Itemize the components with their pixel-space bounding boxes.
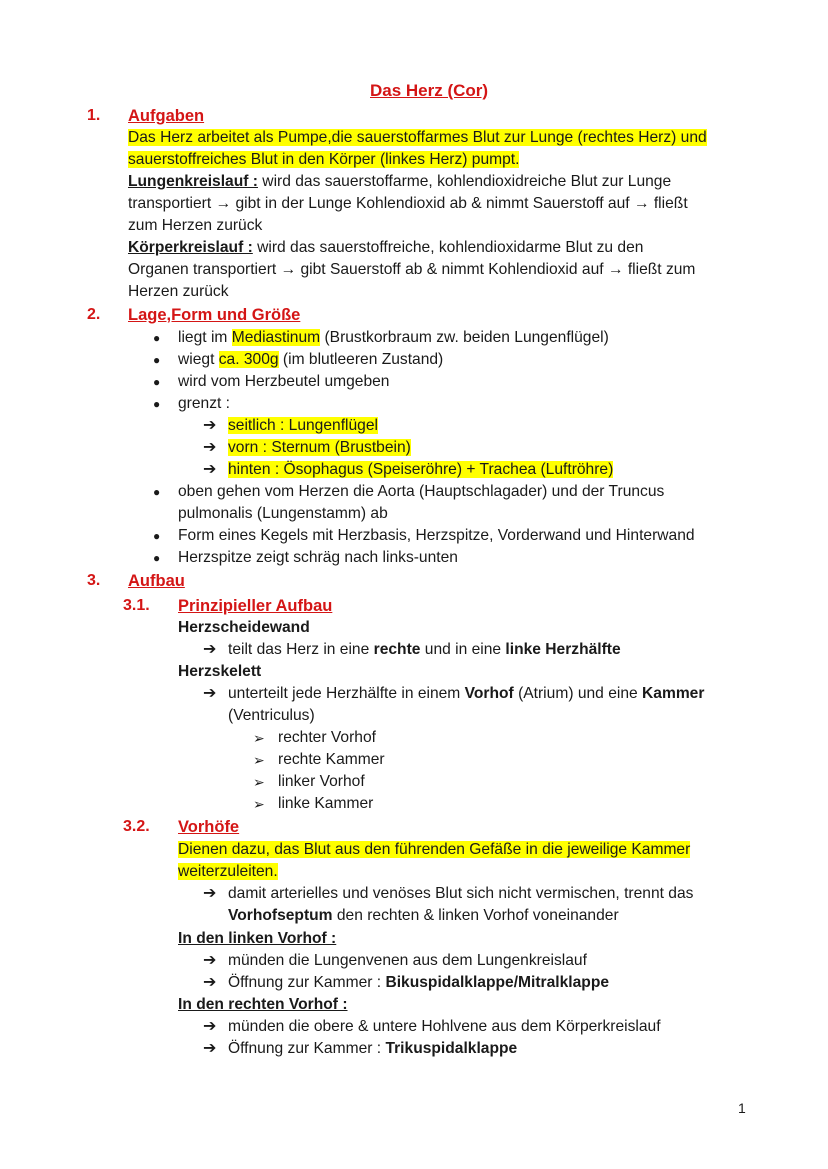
list-item: münden die obere & untere Hohlvene aus dem Körperkreislauf (228, 1018, 661, 1035)
page-number: 1 (738, 1100, 746, 1116)
list-item-continuation: pulmonalis (Lungenstamm) ab (178, 505, 388, 522)
list-item: wiegt ca. 300g (im blutleeren Zustand) (178, 351, 444, 368)
section-1-number: 1. (87, 107, 101, 124)
lungenkreislauf-line-3: zum Herzen zurück (128, 217, 263, 234)
section-2-number: 2. (87, 306, 101, 323)
list-item: münden die Lungenvenen aus dem Lungenkreislauf (228, 952, 587, 969)
section-3-number: 3. (87, 572, 101, 589)
list-subitem: linke Kammer (278, 795, 374, 812)
koerperkreislauf-line-3: Herzen zurück (128, 283, 229, 300)
vorhoefe-intro-line-2: weiterzuleiten. (178, 863, 278, 880)
rechter-vorhof-label: In den rechten Vorhof : (178, 996, 348, 1013)
list-item-continuation: Vorhofseptum den rechten & linken Vorhof voneinander (228, 907, 619, 924)
bullet-icon: ● (153, 529, 161, 543)
arrow-icon: ➔ (203, 974, 217, 991)
arrow-icon: ➔ (203, 641, 217, 658)
bullet-icon: ● (153, 375, 161, 389)
arrow-icon: ➔ (203, 885, 217, 902)
lungenkreislauf-label: Lungenkreislauf : (128, 173, 258, 190)
list-item: Herzspitze zeigt schräg nach links-unten (178, 549, 458, 566)
list-subitem: rechter Vorhof (278, 729, 376, 746)
bullet-icon: ● (153, 485, 161, 499)
list-subitem: rechte Kammer (278, 751, 385, 768)
section-1-intro-line-1: Das Herz arbeitet als Pumpe,die sauerstoffarmes Blut zur Lunge (rechtes Herz) und (128, 129, 707, 146)
subsection-3-2-number: 3.2. (123, 818, 150, 835)
list-item: unterteilt jede Herzhälfte in einem Vorhof (Atrium) und eine Kammer (228, 685, 705, 702)
section-1-heading: Aufgaben (128, 107, 205, 125)
triangle-bullet-icon: ➢ (253, 796, 265, 812)
list-item: liegt im Mediastinum (Brustkorbraum zw. beiden Lungenflügel) (178, 329, 609, 346)
list-subitem: hinten : Ösophagus (Speiseröhre) + Trachea (Luftröhre) (228, 461, 614, 478)
arrow-icon: ➔ (203, 461, 217, 478)
triangle-bullet-icon: ➢ (253, 730, 265, 746)
list-item: Form eines Kegels mit Herzbasis, Herzspitze, Vorderwand und Hinterwand (178, 527, 695, 544)
list-item: damit arterielles und venöses Blut sich nicht vermischen, trennt das (228, 885, 694, 902)
lungenkreislauf-line-1: Lungenkreislauf : wird das sauerstoffarme, kohlendioxidreiche Blut zur Lunge (128, 173, 672, 190)
list-item: wird vom Herzbeutel umgeben (178, 373, 390, 390)
bullet-icon: ● (153, 397, 161, 411)
herzscheidewand-label: Herzscheidewand (178, 619, 310, 636)
arrow-icon: ➔ (203, 685, 217, 702)
section-1-intro-line-2: sauerstoffreiches Blut in den Körper (linkes Herz) pumpt. (128, 151, 520, 168)
list-item: oben gehen vom Herzen die Aorta (Hauptschlagader) und der Truncus (178, 483, 665, 500)
list-item: grenzt : (178, 395, 231, 412)
list-subitem: vorn : Sternum (Brustbein) (228, 439, 411, 456)
triangle-bullet-icon: ➢ (253, 752, 265, 768)
bullet-icon: ● (153, 551, 161, 565)
koerperkreislauf-label: Körperkreislauf : (128, 239, 253, 256)
page-title: Das Herz (Cor) (370, 81, 489, 100)
koerperkreislauf-line-2: Organen transportiert → gibt Sauerstoff ab & nimmt Kohlendioxid auf → fließt zum (128, 261, 696, 278)
list-item-continuation: (Ventriculus) (228, 707, 315, 724)
subsection-3-2-heading: Vorhöfe (178, 818, 240, 836)
arrow-icon: ➔ (203, 439, 217, 456)
bullet-icon: ● (153, 353, 161, 367)
triangle-bullet-icon: ➢ (253, 774, 265, 790)
subsection-3-1-heading: Prinzipieller Aufbau (178, 597, 333, 615)
linker-vorhof-label: In den linken Vorhof : (178, 930, 337, 947)
koerperkreislauf-line-1: Körperkreislauf : wird das sauerstoffreiche, kohlendioxidarme Blut zu den (128, 239, 644, 256)
section-3-heading: Aufbau (128, 572, 185, 590)
list-item: teilt das Herz in eine rechte und in eine linke Herzhälfte (228, 641, 621, 658)
section-2-heading: Lage,Form und Größe (128, 306, 301, 324)
arrow-icon: ➔ (203, 1018, 217, 1035)
lungenkreislauf-line-2: transportiert → gibt in der Lunge Kohlendioxid ab & nimmt Sauerstoff auf → fließt (128, 195, 688, 212)
list-subitem: linker Vorhof (278, 773, 365, 790)
list-subitem: seitlich : Lungenflügel (228, 417, 378, 434)
arrow-icon: ➔ (203, 952, 217, 969)
vorhoefe-intro-line-1: Dienen dazu, das Blut aus den führenden Gefäße in die jeweilige Kammer (178, 841, 691, 858)
herzskelett-label: Herzskelett (178, 663, 262, 680)
arrow-icon: ➔ (203, 417, 217, 434)
subsection-3-1-number: 3.1. (123, 597, 150, 614)
arrow-icon: ➔ (203, 1040, 217, 1057)
bullet-icon: ● (153, 331, 161, 345)
list-item: Öffnung zur Kammer : Bikuspidalklappe/Mitralklappe (228, 974, 610, 991)
list-item: Öffnung zur Kammer : Trikuspidalklappe (228, 1040, 518, 1057)
